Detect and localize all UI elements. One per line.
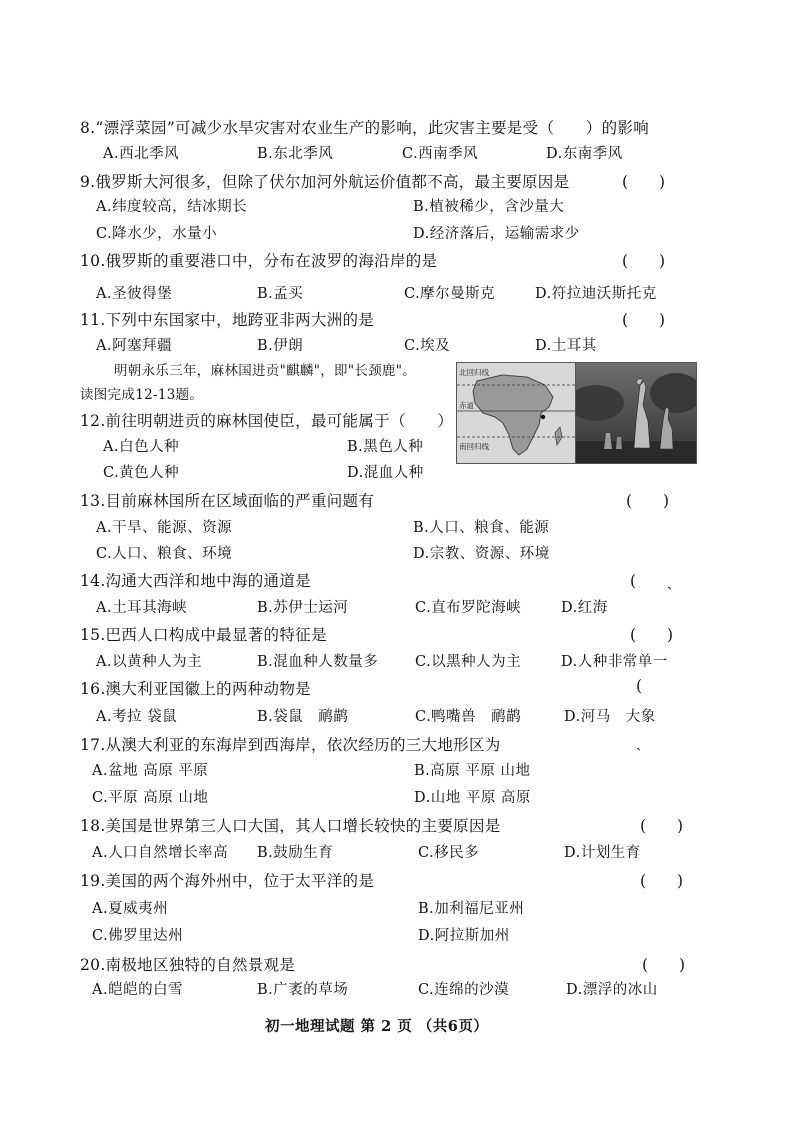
q16-option-d: D.河马 大象 <box>564 709 656 725</box>
q16-option-b: B.袋鼠 鸸鹋 <box>257 709 349 725</box>
q19-option-d: D.阿拉斯加州 <box>418 928 510 944</box>
q10-option-c: C.摩尔曼斯克 <box>404 286 496 302</box>
q19-option-a: A.夏威夷州 <box>92 901 169 917</box>
question-12-stem: 12.前往明朝进贡的麻林国使臣，最可能属于（ ） <box>80 412 454 430</box>
tropic-of-capricorn-label: 南回归线 <box>459 442 489 451</box>
question-11-stem: 11.下列中东国家中，地跨亚非两大洲的是 <box>80 311 375 329</box>
q17-option-d: D.山地 平原 高原 <box>414 790 531 806</box>
q20-option-d: D.漂浮的冰山 <box>566 982 658 998</box>
question-9-stem: 9.俄罗斯大河很多，但除了伏尔加河外航运价值都不高，最主要原因是 <box>80 173 570 191</box>
q18-option-a: A.人口自然增长率高 <box>92 845 229 861</box>
africa-map-svg <box>457 363 575 463</box>
giraffe-photo <box>575 362 697 464</box>
q8-option-c: C.西南季风 <box>402 146 479 162</box>
intro-text-line1: 明朝永乐三年，麻林国进贡"麒麟"，即"长颈鹿"。 <box>114 363 417 379</box>
q8-option-d: D.东南季风 <box>546 146 623 162</box>
africa-map-figure <box>456 362 576 464</box>
q10-option-d: D.符拉迪沃斯托克 <box>535 286 657 302</box>
question-13-stem: 13.目前麻林国所在区域面临的严重问题有 <box>80 492 375 510</box>
q12-option-c: C.黄色人种 <box>103 465 180 481</box>
question-17-stem: 17.从澳大利亚的东海岸到西海岸，依次经历的三大地形区为 <box>80 736 501 754</box>
q16-option-a: A.考拉 袋鼠 <box>96 709 178 725</box>
q17-option-c: C.平原 高原 山地 <box>92 790 209 806</box>
q18-option-b: B.鼓励生育 <box>257 845 334 861</box>
q13-option-c: C.人口、粮食、环境 <box>96 546 233 562</box>
q14-option-b: B.苏伊士运河 <box>257 600 349 616</box>
q11-option-a: A.阿塞拜疆 <box>96 338 173 354</box>
question-15-bracket: ( ) <box>630 626 674 644</box>
q13-option-b: B.人口、粮食、能源 <box>413 520 550 536</box>
q17-option-b: B.高原 平原 山地 <box>414 763 531 779</box>
question-16-stem: 16.澳大利亚国徽上的两种动物是 <box>80 680 311 698</box>
q14-option-d: D.红海 <box>561 600 608 616</box>
question-10-stem: 10.俄罗斯的重要港口中，分布在波罗的海沿岸的是 <box>80 252 438 270</box>
question-11-bracket: ( ) <box>622 311 666 329</box>
q9-option-a: A.纬度较高，结冰期长 <box>96 199 248 215</box>
q10-option-a: A.圣彼得堡 <box>96 286 173 302</box>
question-17-bracket: ˎ <box>636 733 642 751</box>
q15-option-c: C.以黑种人为主 <box>415 654 522 670</box>
q8-option-b: B.东北季风 <box>257 146 334 162</box>
question-15-stem: 15.巴西人口构成中最显著的特征是 <box>80 626 327 644</box>
q14-option-c: C.直布罗陀海峡 <box>415 600 522 616</box>
question-20-bracket: ( ) <box>642 956 686 974</box>
intro-text-line2: 读图完成12-13题。 <box>80 387 204 403</box>
question-20-stem: 20.南极地区独特的自然景观是 <box>80 956 296 974</box>
malindi-marker <box>541 415 545 419</box>
q20-option-a: A.皑皑的白雪 <box>92 982 184 998</box>
tropic-of-cancer-label: 北回归线 <box>459 368 489 377</box>
question-13-bracket: ( ) <box>626 492 670 510</box>
q16-option-c: C.鸭嘴兽 鸸鹋 <box>415 709 522 725</box>
q11-option-d: D.土耳其 <box>535 338 597 354</box>
q15-option-a: A.以黄种人为主 <box>96 654 203 670</box>
q11-option-b: B.伊朗 <box>257 338 304 354</box>
q19-option-c: C.佛罗里达州 <box>92 928 184 944</box>
q18-option-c: C.移民多 <box>418 845 480 861</box>
q13-option-d: D.宗教、资源、环境 <box>413 546 550 562</box>
q13-option-a: A.干旱、能源、资源 <box>96 520 233 536</box>
equator-label: 赤道 <box>459 401 474 410</box>
question-19-stem: 19.美国的两个海外州中，位于太平洋的是 <box>80 872 375 890</box>
q8-option-a: A.西北季风 <box>103 146 180 162</box>
question-18-bracket: ( ) <box>640 817 684 835</box>
q11-option-c: C.埃及 <box>404 338 451 354</box>
q17-option-a: A.盆地 高原 平原 <box>92 763 209 779</box>
page-footer: 初一地理试题 第 2 页 （共6页） <box>265 1018 489 1035</box>
q10-option-b: B.孟买 <box>257 286 304 302</box>
q14-option-a: A.土耳其海峡 <box>96 600 188 616</box>
q20-option-b: B.广袤的草场 <box>257 982 349 998</box>
question-18-stem: 18.美国是世界第三人口大国，其人口增长较快的主要原因是 <box>80 817 501 835</box>
q9-option-b: B.植被稀少，含沙量大 <box>413 199 565 215</box>
question-14-bracket: ( ˏ <box>630 572 673 590</box>
question-16-bracket: ( <box>636 677 643 695</box>
q20-option-c: C.连绵的沙漠 <box>418 982 510 998</box>
q12-option-b: B.黑色人种 <box>347 439 424 455</box>
q18-option-d: D.计划生育 <box>564 845 641 861</box>
question-10-bracket: ( ) <box>622 252 666 270</box>
question-14-stem: 14.沟通大西洋和地中海的通道是 <box>80 572 311 590</box>
question-9-bracket: ( ) <box>622 173 666 191</box>
giraffe-photo-svg <box>576 363 696 463</box>
q12-option-d: D.混血人种 <box>347 465 424 481</box>
q15-option-b: B.混血种人数量多 <box>257 654 379 670</box>
question-8-stem: 8.“漂浮菜园”可减少水旱灾害对农业生产的影响，此灾害主要是受（ ）的影响 <box>80 119 650 137</box>
q9-option-d: D.经济落后，运输需求少 <box>413 226 580 242</box>
q15-option-d: D.人种非常单一 <box>561 654 668 670</box>
q9-option-c: C.降水少，水量小 <box>96 226 218 242</box>
question-19-bracket: ( ) <box>640 872 684 890</box>
q19-option-b: B.加利福尼亚州 <box>418 901 525 917</box>
q12-option-a: A.白色人种 <box>103 439 180 455</box>
